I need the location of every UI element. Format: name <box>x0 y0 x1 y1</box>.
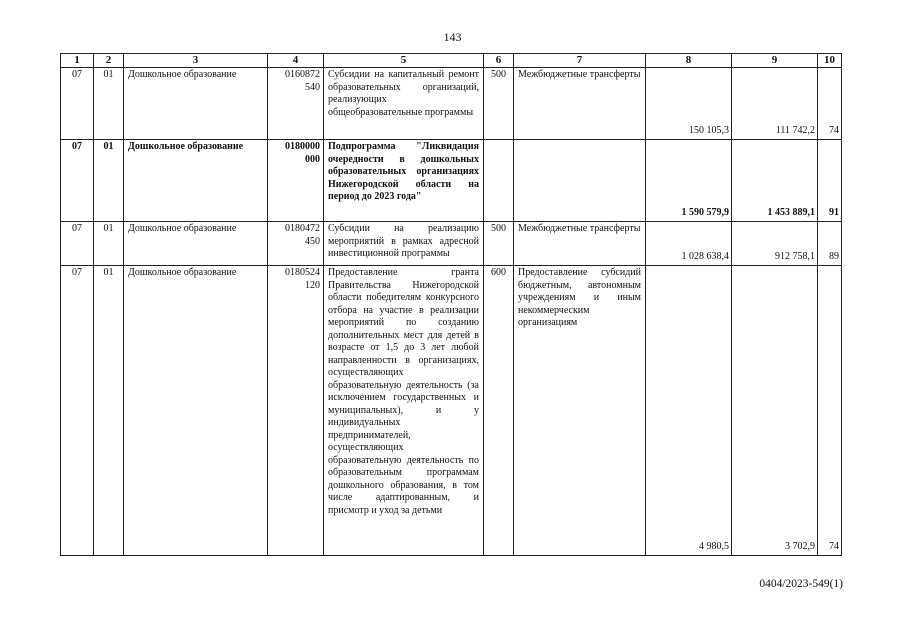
section-name: Дошкольное образование <box>124 266 268 556</box>
subsection-code: 01 <box>94 140 124 222</box>
table-row <box>61 140 842 222</box>
expense-description: Предоставление гранта Правительства Нижегородской области победителям конкурсного отбора на участие в реализации мероприятий по созданию дополнительных мест для детей в возрасте от 1,5 до 3 лет любой направленности в организациях, осуществляющих образовательную деятельность (за исключением государственных и муниципальных), и у индивидуальных предпринимателей, осуществляющих образовательную деятельность по образовательным программам дошкольного образования, в том числе адаптированным, и присмотр и уход за детьми <box>324 266 484 556</box>
subsection-code: 01 <box>94 222 124 266</box>
actual-amount: 111 742,2 <box>732 68 818 140</box>
target-code-part2: 120 <box>305 279 320 291</box>
planned-amount: 4 980,5 <box>646 266 732 556</box>
target-code-part2: 000 <box>305 153 320 165</box>
table-row <box>61 68 842 140</box>
target-article-code <box>268 68 324 140</box>
header-cell: 6 <box>484 54 514 68</box>
expense-type-code: 600 <box>484 266 514 556</box>
expense-type-code: 500 <box>484 222 514 266</box>
expense-description: Субсидии на реализацию мероприятий в рамках адресной инвестиционной программы <box>324 222 484 266</box>
section-code: 07 <box>61 68 94 140</box>
table-row <box>61 266 842 556</box>
expense-description: Субсидии на капитальный ремонт образовательных организаций, реализующих общеобразовательные программы <box>324 68 484 140</box>
budget-table <box>60 53 842 556</box>
actual-amount: 3 702,9 <box>732 266 818 556</box>
execution-percent: 91 <box>818 140 842 222</box>
header-cell: 7 <box>514 54 646 68</box>
section-name: Дошкольное образование <box>124 222 268 266</box>
header-cell: 8 <box>646 54 732 68</box>
header-cell: 4 <box>268 54 324 68</box>
expense-type-name: Межбюджетные трансферты <box>514 222 646 266</box>
actual-amount: 912 758,1 <box>732 222 818 266</box>
subsection-code: 01 <box>94 68 124 140</box>
planned-amount: 150 105,3 <box>646 68 732 140</box>
expense-type-code <box>484 140 514 222</box>
planned-amount: 1 028 638,4 <box>646 222 732 266</box>
execution-percent: 74 <box>818 68 842 140</box>
header-cell: 10 <box>818 54 842 68</box>
actual-amount: 1 453 889,1 <box>732 140 818 222</box>
expense-type-name: Предоставление субсидий бюджетным, автономным учреждениям и иным некоммерческим организациям <box>514 266 646 556</box>
expense-type-name: Межбюджетные трансферты <box>514 68 646 140</box>
table-header <box>61 54 842 68</box>
execution-percent: 74 <box>818 266 842 556</box>
target-code-part1: 0180472 <box>285 223 320 234</box>
section-code: 07 <box>61 266 94 556</box>
planned-amount: 1 590 579,9 <box>646 140 732 222</box>
target-article-code <box>268 222 324 266</box>
header-cell: 1 <box>61 54 94 68</box>
section-name: Дошкольное образование <box>124 140 268 222</box>
header-cell: 9 <box>732 54 818 68</box>
table-row <box>61 222 842 266</box>
target-code-part2: 540 <box>305 81 320 93</box>
section-code: 07 <box>61 140 94 222</box>
section-name: Дошкольное образование <box>124 68 268 140</box>
execution-percent: 89 <box>818 222 842 266</box>
header-cell: 3 <box>124 54 268 68</box>
target-code-part1: 0180524 <box>285 267 320 278</box>
expense-type-name <box>514 140 646 222</box>
expense-description: Подпрограмма "Ликвидация очередности в дошкольных образовательных организациях Нижегородской области на период до 2023 года" <box>324 140 484 222</box>
subsection-code: 01 <box>94 266 124 556</box>
section-code: 07 <box>61 222 94 266</box>
expense-type-code: 500 <box>484 68 514 140</box>
target-code-part1: 0160872 <box>285 69 320 80</box>
header-cell: 2 <box>94 54 124 68</box>
page-number: 143 <box>443 30 462 44</box>
target-code-part2: 450 <box>305 235 320 247</box>
target-article-code <box>268 266 324 556</box>
header-cell: 5 <box>324 54 484 68</box>
target-article-code <box>268 140 324 222</box>
target-code-part1: 0180000 <box>285 141 320 152</box>
document-code: 0404/2023-549(1) <box>759 578 843 590</box>
